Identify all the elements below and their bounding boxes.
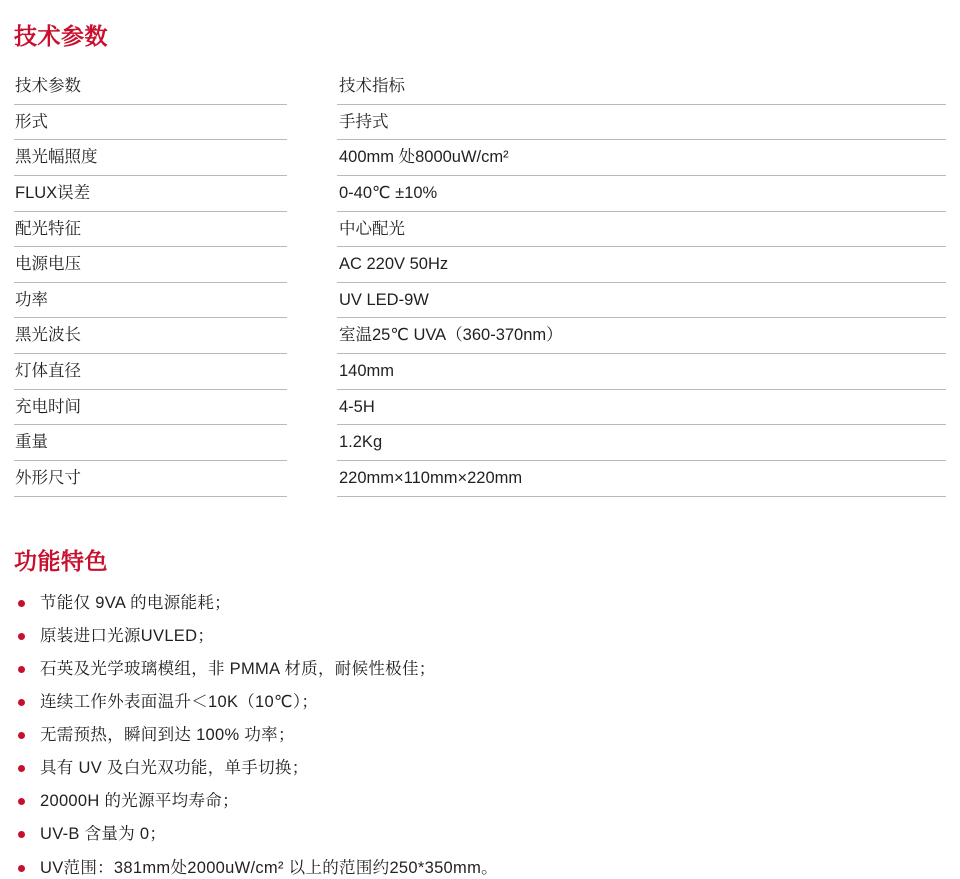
table-row xyxy=(14,175,946,211)
spec-value-cell: 室温25℃ UVA（360-370nm） xyxy=(337,318,946,354)
bullet-icon xyxy=(18,798,25,805)
spec-gap-cell xyxy=(287,211,337,247)
spec-param-cell: 功率 xyxy=(14,282,287,318)
table-row xyxy=(14,69,946,104)
table-row xyxy=(14,211,946,247)
spec-param-cell: 重量 xyxy=(14,425,287,461)
spec-param-cell: FLUX误差 xyxy=(14,175,287,211)
list-item xyxy=(14,825,946,843)
spec-gap-cell xyxy=(287,389,337,425)
spec-value-cell: 技术指标 xyxy=(337,69,946,104)
table-row xyxy=(14,282,946,318)
spec-param-cell: 形式 xyxy=(14,104,287,140)
spec-gap-cell xyxy=(287,140,337,176)
spec-gap-cell xyxy=(287,175,337,211)
spec-value-cell: 0-40℃ ±10% xyxy=(337,175,946,211)
table-row xyxy=(14,389,946,425)
spec-value-cell: 中心配光 xyxy=(337,211,946,247)
list-item-label: 石英及光学玻璃模组，非 PMMA 材质，耐候性极佳； xyxy=(40,659,436,678)
bullet-icon xyxy=(18,765,25,772)
list-item xyxy=(14,660,946,678)
table-row xyxy=(14,460,946,496)
spec-gap-cell xyxy=(287,318,337,354)
spec-gap-cell xyxy=(287,69,337,104)
spec-value-cell: AC 220V 50Hz xyxy=(337,247,946,283)
list-item-label: 20000H 的光源平均寿命； xyxy=(40,792,239,811)
list-item xyxy=(14,693,946,711)
spec-param-cell: 外形尺寸 xyxy=(14,460,287,496)
list-item xyxy=(14,792,946,810)
spec-value-cell: 手持式 xyxy=(337,104,946,140)
spec-gap-cell xyxy=(287,247,337,283)
list-item-label: 具有 UV 及白光双功能，单手切换； xyxy=(40,759,309,778)
list-item-label: 无需预热，瞬间到达 100% 功率； xyxy=(40,726,295,745)
spec-value-cell: 400mm 处8000uW/cm² xyxy=(337,140,946,176)
spec-table-body xyxy=(14,69,946,496)
spec-param-cell: 配光特征 xyxy=(14,211,287,247)
bullet-icon xyxy=(18,831,25,838)
spec-value-cell: 220mm×110mm×220mm xyxy=(337,460,946,496)
bullet-icon xyxy=(18,865,25,872)
spec-param-cell: 技术参数 xyxy=(14,69,287,104)
list-item-label: 节能仅 9VA 的电源能耗； xyxy=(40,593,231,612)
list-item-label: UV范围：381mm处2000uW/cm² 以上的范围约250*350mm。 xyxy=(40,858,498,877)
spec-gap-cell xyxy=(287,460,337,496)
bullet-icon xyxy=(18,732,25,739)
feature-list xyxy=(14,594,946,877)
spec-section-title: 技术参数 xyxy=(14,23,108,49)
spec-param-cell: 灯体直径 xyxy=(14,354,287,390)
list-item-label: 连续工作外表面温升＜10K（10℃）； xyxy=(40,692,319,711)
spec-param-cell: 黑光波长 xyxy=(14,318,287,354)
spec-value-cell: 1.2Kg xyxy=(337,425,946,461)
list-item xyxy=(14,859,946,877)
table-row xyxy=(14,354,946,390)
list-item xyxy=(14,594,946,612)
list-item xyxy=(14,759,946,777)
table-row xyxy=(14,425,946,461)
spec-gap-cell xyxy=(287,425,337,461)
spec-param-cell: 黑光幅照度 xyxy=(14,140,287,176)
table-row xyxy=(14,104,946,140)
table-row xyxy=(14,318,946,354)
list-item-label: 原装进口光源UVLED； xyxy=(40,626,215,645)
table-row xyxy=(14,247,946,283)
list-item xyxy=(14,726,946,744)
spec-value-cell: UV LED-9W xyxy=(337,282,946,318)
spec-param-cell: 充电时间 xyxy=(14,389,287,425)
features-section-title: 功能特色 xyxy=(14,547,108,574)
bullet-icon xyxy=(18,666,25,673)
spec-gap-cell xyxy=(287,354,337,390)
spec-gap-cell xyxy=(287,104,337,140)
bullet-icon xyxy=(18,699,25,706)
bullet-icon xyxy=(18,633,25,640)
spec-value-cell: 140mm xyxy=(337,354,946,390)
bullet-icon xyxy=(18,600,25,607)
spec-value-cell: 4-5H xyxy=(337,389,946,425)
spec-param-cell: 电源电压 xyxy=(14,247,287,283)
spec-table xyxy=(14,69,946,497)
spec-gap-cell xyxy=(287,282,337,318)
list-item xyxy=(14,627,946,645)
table-row xyxy=(14,140,946,176)
list-item-label: UV-B 含量为 0； xyxy=(40,825,167,844)
